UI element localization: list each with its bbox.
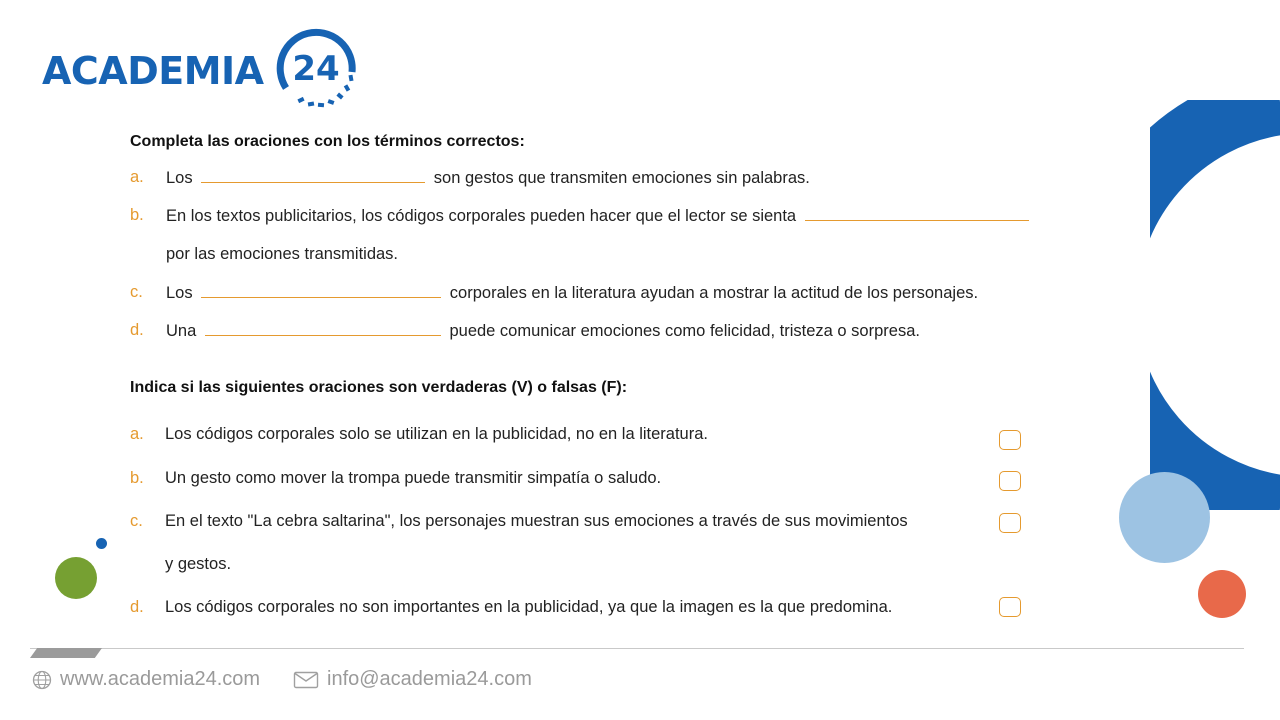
footer-divider — [30, 648, 1244, 649]
light-blue-circle-decoration — [1119, 472, 1210, 563]
item-letter: c. — [130, 512, 143, 530]
item-continuation: por las emociones transmitidas. — [166, 245, 399, 263]
blue-arc-decoration — [1150, 100, 1280, 510]
item-text-after: puede comunicar emociones como felicidad, tristeza o sorpresa. — [449, 322, 920, 340]
item-letter: d. — [130, 598, 144, 616]
section2-title: Indica si las siguientes oraciones son verdaderas (V) o falsas (F): — [130, 379, 628, 396]
website-link[interactable]: www.academia24.com — [60, 668, 261, 690]
tf-checkbox-c[interactable] — [999, 513, 1021, 533]
footer-email[interactable] — [293, 668, 532, 691]
item-letter: b. — [130, 469, 144, 487]
section1-title: Completa las oraciones con los términos correctos: — [130, 133, 525, 150]
blank-field-b[interactable] — [805, 206, 1029, 221]
item-continuation: y gestos. — [165, 555, 232, 573]
item-letter: d. — [130, 321, 144, 339]
item-text: Los códigos corporales solo se utilizan en la publicidad, no en la literatura. — [165, 425, 708, 443]
tf-checkbox-a[interactable] — [999, 430, 1021, 450]
mail-icon — [293, 671, 319, 689]
item-text: Un gesto como mover la trompa puede transmitir simpatía o saludo. — [165, 469, 662, 487]
item-text-after: son gestos que transmiten emociones sin palabras. — [433, 169, 810, 187]
item-text: En el texto "La cebra saltarina", los personajes muestran sus emociones a través de sus movimientos — [165, 512, 908, 530]
item-letter: c. — [130, 283, 143, 301]
blank-field-a[interactable] — [201, 168, 425, 183]
item-text: Los códigos corporales no son importantes en la publicidad, ya que la imagen es la que predomina. — [165, 598, 893, 616]
green-circle-decoration — [55, 557, 97, 599]
logo-24-badge-icon — [274, 28, 358, 112]
item-text-before: Una — [166, 322, 197, 340]
globe-icon — [32, 670, 52, 690]
blank-field-d[interactable] — [205, 321, 441, 336]
tf-checkbox-d[interactable] — [999, 597, 1021, 617]
blank-field-c[interactable] — [201, 283, 441, 298]
item-text-before: Los — [166, 284, 193, 302]
item-text-before: Los — [166, 169, 193, 187]
small-blue-dot-decoration — [96, 538, 107, 549]
tf-checkbox-b[interactable] — [999, 471, 1021, 491]
footer-tab-decoration — [30, 648, 102, 658]
logo-text: ACADEMIA — [42, 49, 264, 93]
item-letter: b. — [130, 206, 144, 224]
item-text-after: corporales en la literatura ayudan a mostrar la actitud de los personajes. — [449, 284, 979, 302]
coral-circle-decoration — [1198, 570, 1246, 618]
item-text-before: En los textos publicitarios, los códigos corporales pueden hacer que el lector se sienta — [166, 207, 797, 225]
item-letter: a. — [130, 425, 144, 443]
logo-number: 24 — [292, 49, 340, 89]
item-letter: a. — [130, 168, 144, 186]
email-link[interactable]: info@academia24.com — [327, 668, 532, 690]
footer-website[interactable] — [32, 668, 260, 691]
academia24-logo — [42, 30, 340, 112]
